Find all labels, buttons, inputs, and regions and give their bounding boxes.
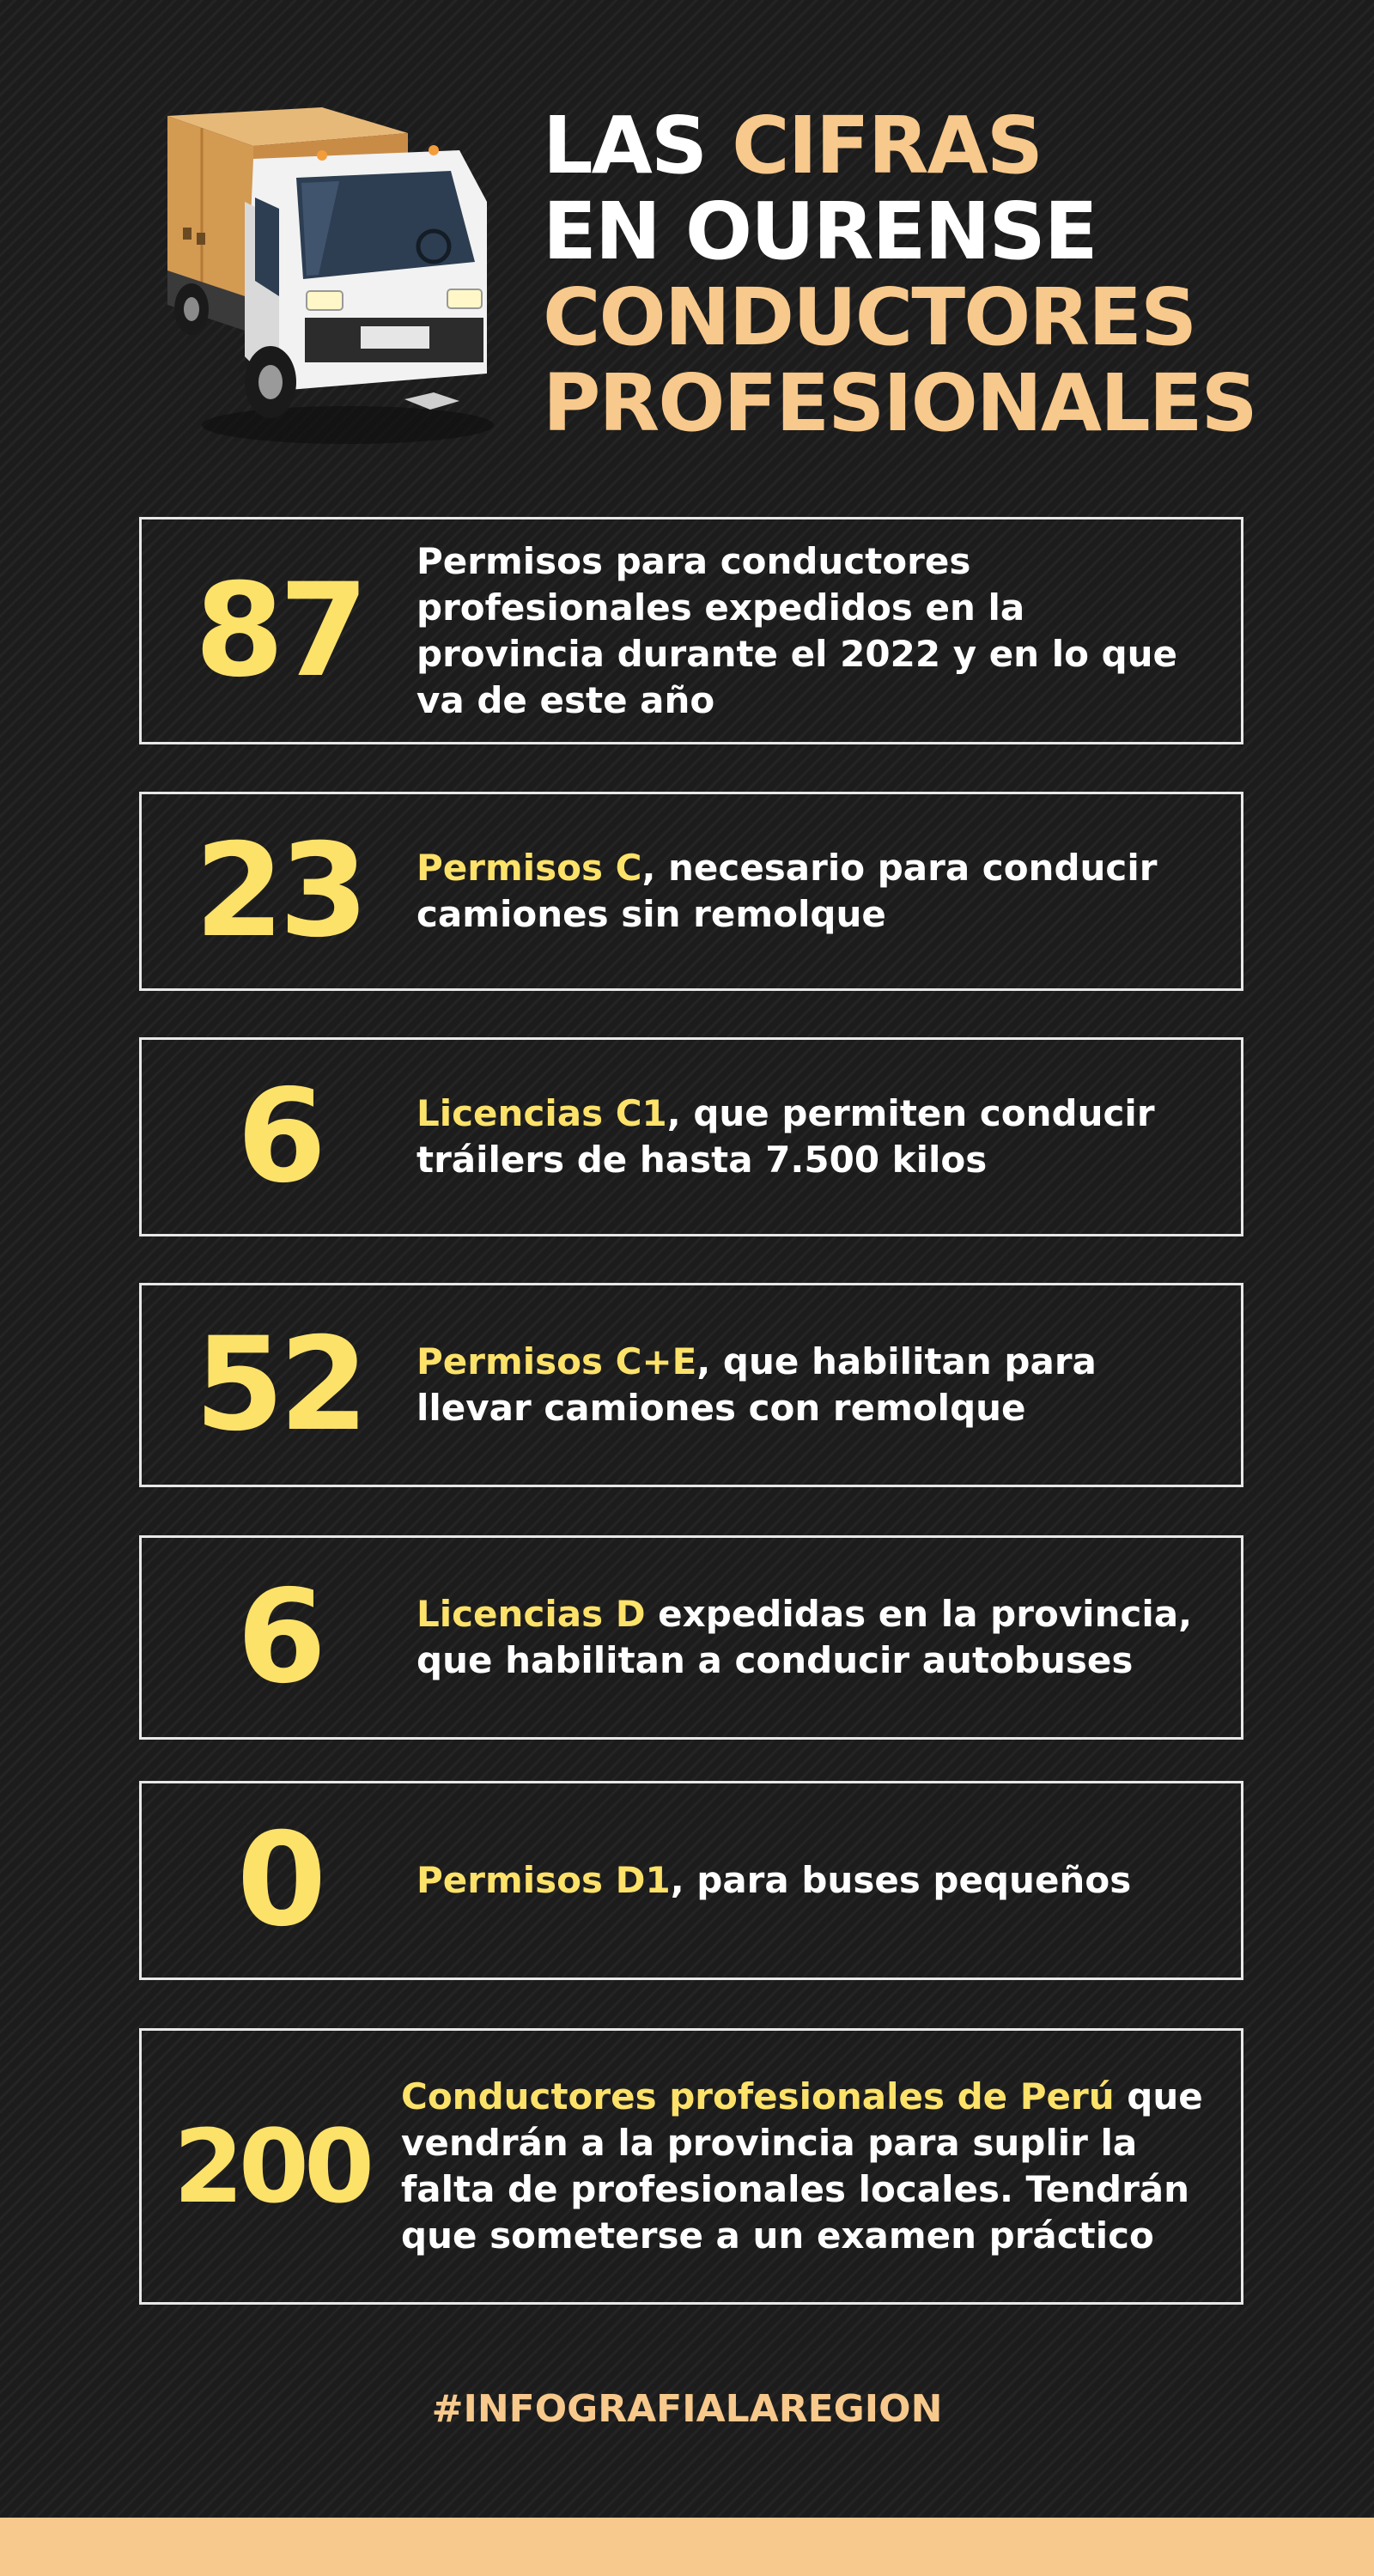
stat-text: , necesario para conducir camiones sin remolque: [416, 847, 1158, 935]
stat-description: [416, 1339, 1241, 1431]
footer-hashtag: #INFOGRAFIALAREGION: [431, 2387, 943, 2431]
stat-number: 6: [236, 1563, 322, 1712]
stat-description: [416, 845, 1241, 938]
stat-number: 200: [173, 2107, 370, 2226]
stat-card-conductores-peru: [139, 2028, 1243, 2305]
stat-card-permisos-total: [139, 517, 1243, 744]
stat-card-licencias-d: [139, 1535, 1243, 1740]
stat-description: [416, 1857, 1241, 1904]
stat-number: 0: [236, 1806, 322, 1955]
stat-card-permisos-c: [139, 792, 1243, 991]
title-line-1: [543, 100, 1350, 191]
stat-number: 6: [236, 1062, 322, 1212]
stat-highlight: Permisos C: [416, 847, 642, 889]
stat-card-licencias-c1: [139, 1037, 1243, 1236]
stat-description: [416, 1091, 1241, 1183]
footer-bar: [0, 2518, 1374, 2576]
stat-number: 87: [194, 556, 364, 706]
title-line-2: EN OURENSE: [543, 185, 1097, 277]
stat-text: , para buses pequeños: [670, 1859, 1132, 1901]
stat-highlight: Licencias C1: [416, 1092, 667, 1134]
title-line-4: PROFESIONALES: [543, 357, 1256, 449]
stat-description: [401, 2074, 1241, 2259]
stat-highlight: Permisos D1: [416, 1859, 671, 1901]
stat-number: 52: [194, 1310, 364, 1460]
stat-description: [416, 1591, 1241, 1684]
page-title: [543, 100, 1350, 449]
stat-text: Permisos para conductores profesionales expedidos en la provincia durante el 2022 y en lo que va de este año: [416, 539, 1178, 721]
stat-card-permisos-ce: [139, 1283, 1243, 1487]
stat-highlight: Permisos C+E: [416, 1340, 697, 1382]
stat-text: expedidas en la provincia, que habilitan a conducir autobuses: [416, 1593, 1193, 1681]
title-line-1-accent: CIFRAS: [732, 100, 1043, 191]
stat-text: , que habilitan para llevar camiones con remolque: [416, 1340, 1097, 1429]
stat-highlight: Licencias D: [416, 1593, 646, 1635]
stat-number: 23: [194, 817, 364, 966]
stat-card-permisos-d1: [139, 1781, 1243, 1980]
truck-icon: [150, 99, 507, 459]
stat-text: que vendrán a la provincia para suplir la falta de profesionales locales. Tendrán que someterse a un examen práctico: [401, 2075, 1203, 2257]
title-line-1-white: LAS: [543, 100, 733, 191]
stat-highlight: Conductores profesionales de Perú: [401, 2075, 1115, 2117]
stat-description: [416, 538, 1241, 724]
title-line-3: CONDUCTORES: [543, 271, 1196, 363]
stat-text: , que permiten conducir tráilers de hasta 7.500 kilos: [416, 1092, 1155, 1181]
